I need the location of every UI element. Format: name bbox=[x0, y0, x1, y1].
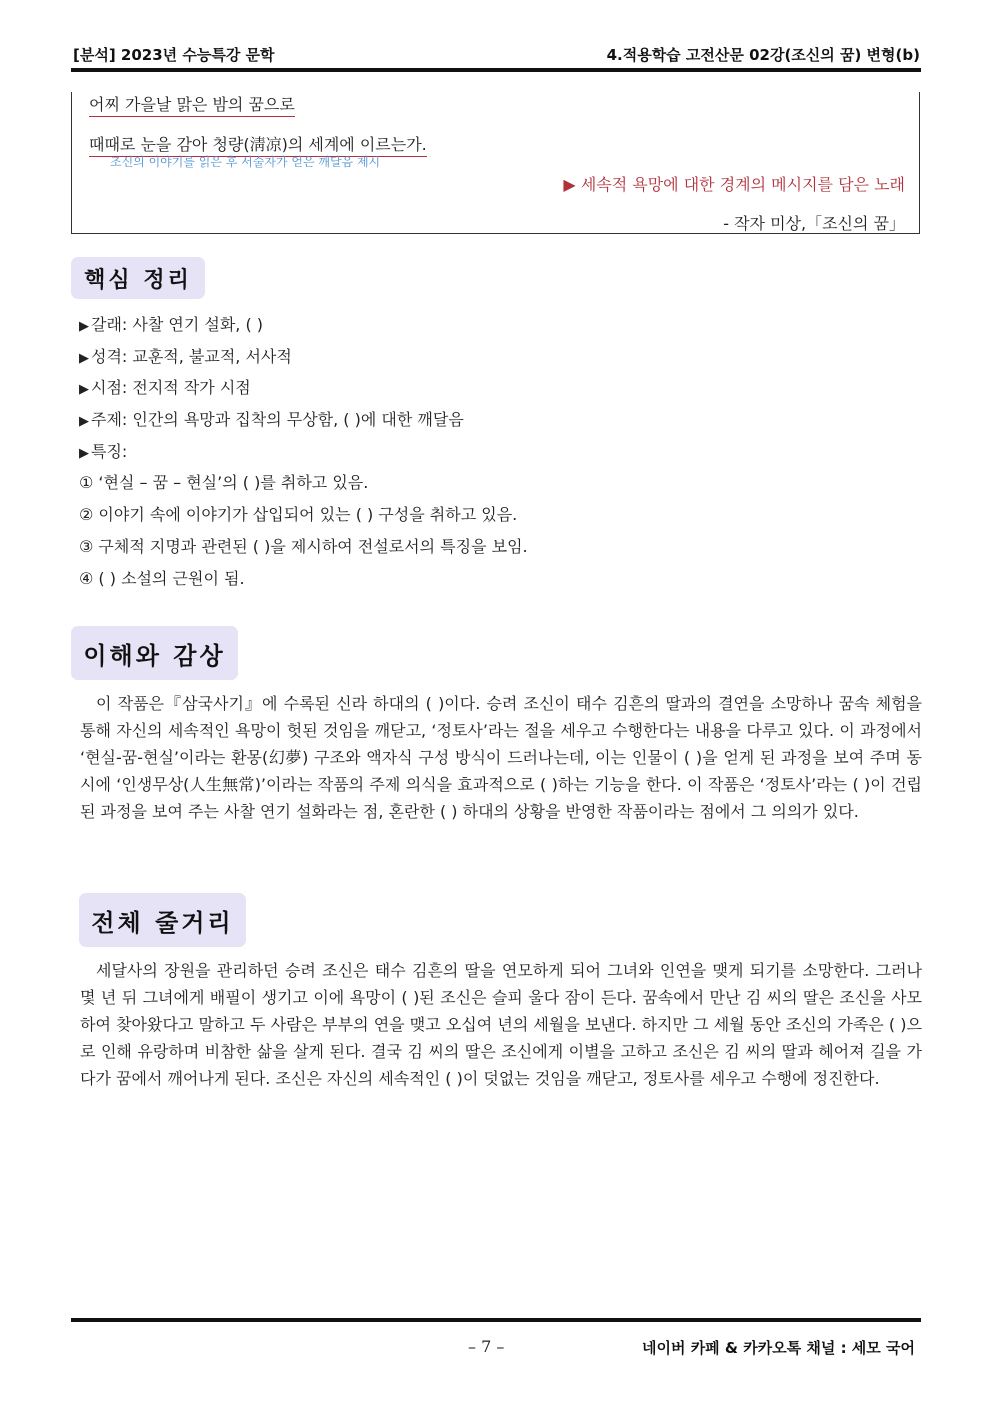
poem-annotation: 조신의 이야기를 읽은 후 서술자가 얻은 깨달음 제시 bbox=[110, 155, 381, 169]
arrow-icon: ▶ bbox=[79, 446, 89, 461]
arrow-icon: ▶ bbox=[79, 382, 89, 397]
arrow-icon: ▶ bbox=[79, 351, 89, 366]
core-item: ▶ 갈래: 사찰 연기 설화, ( ) bbox=[79, 315, 264, 334]
core-item: ▶ 성격: 교훈적, 불교적, 서사적 bbox=[79, 347, 292, 366]
poem-line-1: 어찌 가을날 맑은 밤의 꿈으로 bbox=[89, 92, 295, 117]
header-title: [분석] 2023년 수능특강 문학 bbox=[73, 46, 275, 64]
arrow-icon: ▶ bbox=[79, 414, 89, 429]
core-feature: ① ‘현실 – 꿈 – 현실’의 ( )를 취하고 있음. bbox=[79, 473, 369, 492]
plot-title: 전체 줄거리 bbox=[79, 893, 246, 947]
footer-rule bbox=[71, 1318, 921, 1322]
core-feature: ③ 구체적 지명과 관련된 ( )을 제시하여 전설로서의 특징을 보임. bbox=[79, 537, 528, 556]
core-summary-title: 핵심 정리 bbox=[71, 257, 205, 299]
core-item: ▶ 주제: 인간의 욕망과 집착의 무상함, ( )에 대한 깨달음 bbox=[79, 410, 464, 429]
poem-message: ▶ 세속적 욕망에 대한 경계의 메시지를 담은 노래 bbox=[563, 175, 905, 194]
poem-source: - 작자 미상,「조신의 꿈」 bbox=[723, 214, 905, 233]
appreciation-title: 이해와 감상 bbox=[71, 626, 238, 680]
core-item: ▶ 특징: bbox=[79, 442, 128, 461]
plot-paragraph: 세달사의 장원을 관리하던 승려 조신은 태수 김흔의 딸을 연모하게 되어 그녀와 인연을 맺게 되기를 소망한다. 그러나 몇 년 뒤 그녀에게 배필이 생기고 이에 욕망이 ( )된 조신은 슬피 울다 잠이 든다. 꿈속에서 만난 김 씨의 딸은 조신을 사모하여 찾아왔다고 말하고 두 사람은 부부의 연을 맺고 오십여 년의 세월을 보낸다. 하지만 그 세월 동안 조신의 가족은 ( )으로 인해 유랑하며 비참한 삶을 살게 된다. 결국 김 씨의 딸은 조신에게 이별을 고하고 조신은 김 씨의 딸과 헤어져 길을 가다가 꿈에서 깨어나게 된다. 조신은 자신의 세속적인 ( )이 덧없는 것임을 깨닫고, 정토사를 세우고 수행에 정진한다. bbox=[80, 961, 922, 1088]
arrow-icon: ▶ bbox=[79, 319, 89, 334]
core-feature: ④ ( ) 소설의 근원이 됨. bbox=[79, 569, 245, 588]
poem-line-2: 때때로 눈을 감아 청량(淸凉)의 세계에 이르는가. bbox=[89, 132, 427, 157]
header-chapter: 4.적용학습 고전산문 02강(조신의 꿈) 변형(b) bbox=[606, 46, 920, 64]
page-number: – 7 – bbox=[468, 1337, 505, 1356]
core-feature: ② 이야기 속에 이야기가 삽입되어 있는 ( ) 구성을 취하고 있음. bbox=[79, 505, 518, 524]
appreciation-paragraph: 이 작품은『삼국사기』에 수록된 신라 하대의 ( )이다. 승려 조신이 태수 김흔의 딸과의 결연을 소망하나 꿈속 체험을 통해 자신의 세속적인 욕망이 헛된 것임을 깨닫고, ‘정토사’라는 절을 세우고 수행한다는 내용을 다루고 있다. 이 과정에서 ‘현실-꿈-현실’이라는 환몽(幻夢) 구조와 액자식 구성 방식이 드러나는데, 이는 인물이 ( )을 얻게 된 과정을 보여 주며 동시에 ‘인생무상(人生無常)’이라는 작품의 주제 의식을 효과적으로 ( )하는 기능을 한다. 이 작품은 ‘정토사’라는 ( )이 건립된 과정을 보여 주는 사찰 연기 설화라는 점, 혼란한 ( ) 하대의 상황을 반영한 작품이라는 점에서 그 의의가 있다. bbox=[80, 694, 922, 821]
poem-box bbox=[71, 92, 920, 234]
core-item: ▶ 시점: 전지적 작가 시점 bbox=[79, 378, 251, 397]
footer-channel: 네이버 카페 & 카카오톡 채널 : 세모 국어 bbox=[642, 1339, 915, 1357]
header-rule bbox=[71, 68, 921, 72]
